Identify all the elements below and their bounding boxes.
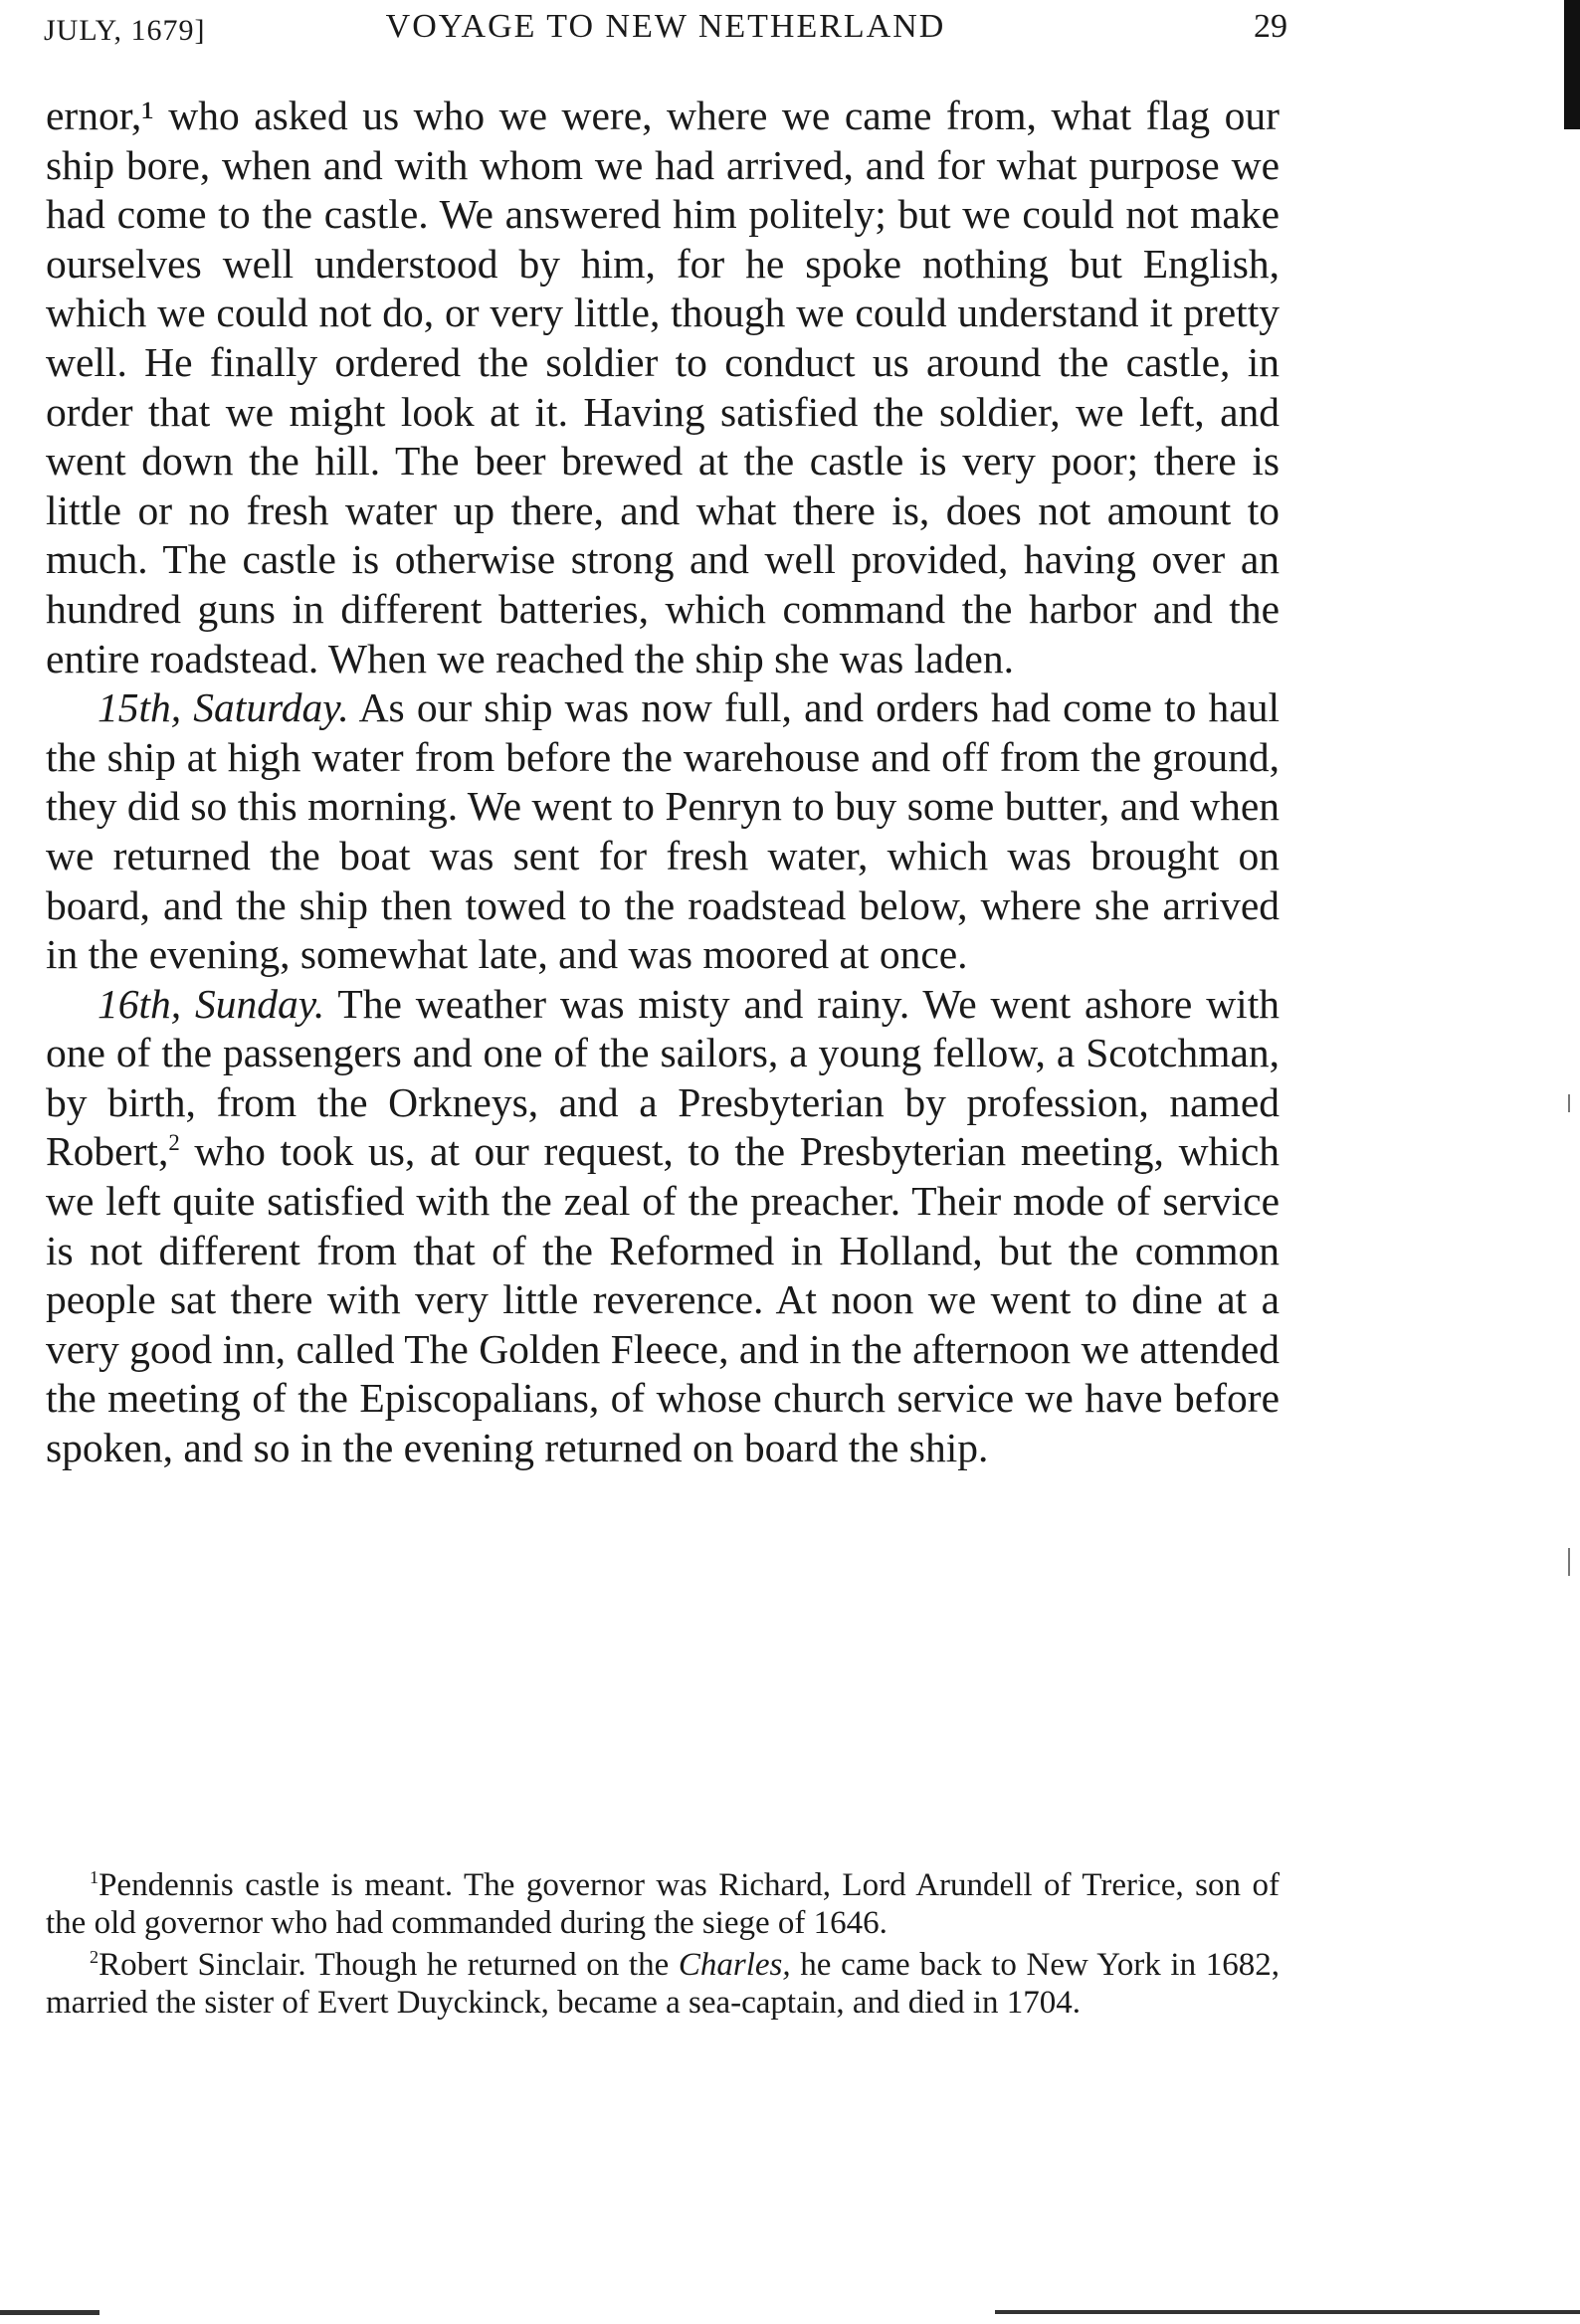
scan-edge-bar <box>1564 0 1580 129</box>
paragraph-sunday <box>46 980 1280 1473</box>
footnote-text-1: Pendennis castle is meant. The governor was Richard, Lord Arundell of Trerice, son of the old governor who had commanded during the siege of 1646. <box>46 1867 1280 1941</box>
ship-name-charles: Charles, <box>678 1947 791 1983</box>
paragraph-saturday-text: As our ship was now full, and orders had come to haul the ship at high water from before the warehouse and off from the ground, they did so this morning. We went to Penryn to buy some butter, and when we returned the boat was sent for fresh water, which was brought on board, and the ship then towed to the roadstead below, where she arrived in the evening, somewhat late, and was moored at once. <box>46 684 1280 978</box>
paragraph-sunday-text-b: who took us, at our request, to the Presbyterian meeting, which we left quite satisfied with the zeal of the preacher. Their mode of service is not different from that of the Reformed in Holland, but the common people sat there with very little reverence. At noon we went to dine at a very good inn, called The Golden Fleece, and in the afternoon we attended the meeting of the Episcopalians, of whose church service we have before spoken, and so in the evening returned on board the ship. <box>46 1128 1280 1471</box>
running-header <box>44 8 1287 68</box>
paragraph-saturday <box>46 683 1280 980</box>
paragraph-continued: ernor,¹ who asked us who we were, where we came from, what flag our ship bore, when and with whom we had arrived, and for what purpose we had come to the castle. We answered him politely; but we could not make ourselves well understood by him, for he spoke nothing but English, which we could not do, or very little, though we could understand it pretty well. He finally ordered the soldier to conduct us around the castle, in order that we might look at it. Having satisfied the soldier, we left, and went down the hill. The beer brewed at the castle is very poor; there is little or no fresh water up there, and what there is, does not amount to much. The castle is otherwise strong and well provided, having over an hundred guns in different batteries, which command the harbor and the entire roadstead. When we reached the ship she was laden. <box>46 93 1280 681</box>
entry-heading-saturday: 15th, Saturday. <box>98 684 349 731</box>
footnote-marker-1: 1 <box>90 1867 99 1887</box>
running-title: VOYAGE TO NEW NETHERLAND <box>385 8 946 45</box>
body-text <box>46 92 1280 1473</box>
page-number: 29 <box>1254 8 1287 45</box>
footnote-1 <box>46 1866 1280 1942</box>
footnote-text-2b: he came back to New York in 1682, married the sister of Evert Duyckinck, became a sea-captain, and died in 1704. <box>46 1947 1280 2021</box>
scan-mark <box>1568 1094 1570 1112</box>
paragraph-sunday-text-a: The weather was misty and rainy. We went ashore with one of the passengers and one of the sailors, a young fellow, a Scotchman, by birth, from the Orkneys, and a Presbyterian by profession, named Robert, <box>46 980 1280 1175</box>
scan-mark <box>1568 1548 1570 1576</box>
entry-heading-sunday: 16th, Sunday. <box>98 980 325 1027</box>
scan-edge-line <box>995 2310 1580 2314</box>
footnote-2 <box>46 1946 1280 2022</box>
footnote-marker-2: 2 <box>90 1947 99 1967</box>
footnote-ref-2: 2 <box>168 1130 180 1156</box>
scan-edge-line <box>0 2310 99 2315</box>
running-date: JULY, 1679] <box>44 14 206 47</box>
footnote-text-2a: Robert Sinclair. Though he returned on the <box>99 1947 670 1983</box>
footnotes <box>46 1866 1280 2026</box>
